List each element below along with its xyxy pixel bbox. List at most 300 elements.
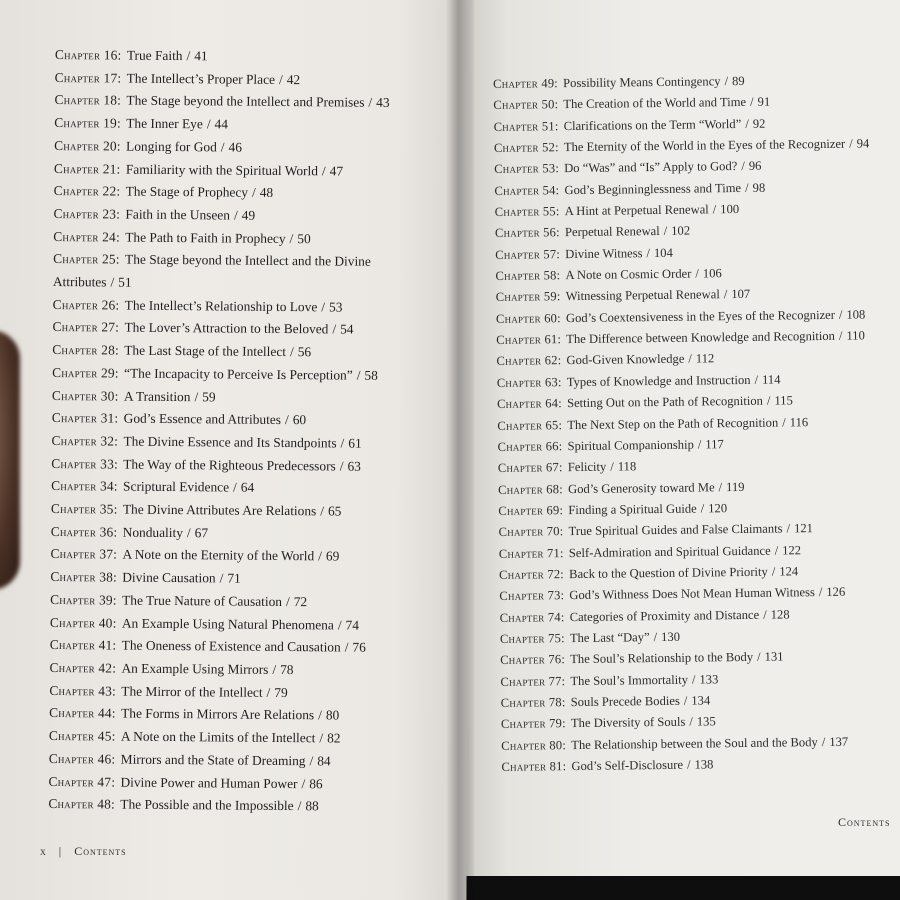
page-number: 67 <box>194 525 209 541</box>
chapter-label: Chapter 78: <box>500 695 566 710</box>
page-separator: / <box>766 393 771 408</box>
chapter-label: Chapter 80: <box>501 737 567 753</box>
page-number: 92 <box>752 116 766 131</box>
chapter-label: Chapter 51: <box>493 118 559 134</box>
page-separator: / <box>284 412 289 428</box>
chapter-label: Chapter 33: <box>51 455 118 472</box>
chapter-label: Chapter 42: <box>49 659 117 676</box>
page-separator: / <box>339 458 344 474</box>
chapter-title: Nonduality <box>122 524 184 540</box>
chapter-label: Chapter 73: <box>499 588 565 604</box>
page-number: 116 <box>789 414 809 429</box>
chapter-title: The Soul’s Relationship to the Body <box>570 650 754 667</box>
page-number: 89 <box>731 73 745 89</box>
page-number: 58 <box>364 367 378 383</box>
left-toc-list <box>48 44 445 819</box>
page-number: 79 <box>274 684 288 700</box>
page-separator: / <box>838 328 843 343</box>
page-number: 107 <box>731 287 751 302</box>
page-number: 126 <box>826 584 846 600</box>
page-separator: / <box>309 753 314 769</box>
page-number: 112 <box>695 351 715 367</box>
chapter-label: Chapter 46: <box>48 750 116 767</box>
chapter-title: The Difference between Knowledge and Recognition <box>566 328 835 347</box>
page-number: 86 <box>309 775 323 791</box>
chapter-label: Chapter 69: <box>498 503 564 518</box>
page-separator: / <box>233 207 238 223</box>
chapter-title: Felicity <box>567 459 607 475</box>
toc-entry <box>51 453 441 479</box>
chapter-title: Mirrors and the State of Dreaming <box>120 751 306 769</box>
page-separator: / <box>321 162 326 178</box>
toc-entry <box>49 680 439 706</box>
left-page-footer <box>40 844 127 859</box>
page-separator: / <box>818 585 823 600</box>
page-number: 72 <box>293 593 308 610</box>
chapter-label: Chapter 25: <box>53 251 120 267</box>
page-number: 138 <box>694 757 714 772</box>
page-number: 119 <box>726 479 745 494</box>
chapter-label: Chapter 21: <box>53 160 121 177</box>
chapter-title: The Inner Eye <box>126 115 203 132</box>
chapter-label: Chapter 53: <box>494 161 560 177</box>
chapter-title: A Note on the Limits of the Intellect <box>120 728 316 746</box>
chapter-label: Chapter 31: <box>51 410 119 426</box>
chapter-label: Chapter 61: <box>496 332 562 348</box>
chapter-title: The Relationship between the Soul and the Body <box>571 734 818 752</box>
chapter-title: Types of Knowledge and Instruction <box>566 372 751 389</box>
chapter-label: Chapter 74: <box>499 609 565 625</box>
page-number: 130 <box>661 629 681 644</box>
chapter-label: Chapter 66: <box>497 439 563 454</box>
page-separator: / <box>849 136 853 151</box>
chapter-title: The Forms in Mirrors Are Relations <box>121 705 315 723</box>
page-separator: / <box>757 650 761 665</box>
chapter-label: Chapter 65: <box>497 417 563 433</box>
page-number: x <box>40 844 47 858</box>
chapter-title: Divine Causation <box>122 569 216 586</box>
right-page-footer <box>838 815 890 830</box>
chapter-title: Possibility Means Contingency <box>563 74 721 91</box>
chapter-title: Souls Precede Bodies <box>570 693 680 710</box>
chapter-title: “The Incapacity to Perceive Is Perception” <box>124 365 353 383</box>
page-number: 64 <box>240 479 255 496</box>
chapter-label: Chapter 29: <box>52 364 119 381</box>
chapter-title: The Lover’s Attraction to the Beloved <box>124 320 329 337</box>
page-separator: / <box>786 521 791 536</box>
chapter-label: Chapter 41: <box>49 637 117 653</box>
page-number: 48 <box>259 185 274 201</box>
chapter-label: Chapter 17: <box>54 69 122 86</box>
page-number: 128 <box>770 607 790 622</box>
page-separator: / <box>186 524 191 540</box>
chapter-label: Chapter 81: <box>501 759 567 774</box>
chapter-title: A Transition <box>123 388 191 404</box>
running-head: Contents <box>74 844 127 858</box>
page-number: 46 <box>228 139 243 155</box>
page-separator: / <box>723 287 728 302</box>
page-separator: / <box>663 224 668 239</box>
toc-entry <box>49 725 439 751</box>
chapter-label: Chapter 40: <box>49 614 117 631</box>
chapter-title: A Note on Cosmic Order <box>565 266 692 283</box>
chapter-title: The Last “Day” <box>569 630 650 646</box>
chapter-label: Chapter 56: <box>494 225 560 241</box>
chapter-title: The Way of the Righteous Predecessors <box>123 456 336 474</box>
page-separator: / <box>689 714 693 729</box>
chapter-label: Chapter 70: <box>498 524 564 540</box>
page-separator: / <box>320 503 325 519</box>
page-separator: / <box>745 116 749 131</box>
chapter-label: Chapter 54: <box>494 182 560 198</box>
chapter-label: Chapter 76: <box>500 652 566 668</box>
chapter-title: The True Nature of Causation <box>122 592 283 609</box>
page-number: 131 <box>764 649 784 665</box>
chapter-title: Divine Witness <box>565 245 643 261</box>
chapter-label: Chapter 36: <box>50 523 118 540</box>
chapter-title: God’s Self-Disclosure <box>571 757 684 774</box>
page-number: 71 <box>227 570 241 586</box>
chapter-title: A Hint at Perpetual Renewal <box>564 202 709 219</box>
chapter-label: Chapter 26: <box>52 296 120 313</box>
chapter-label: Chapter 79: <box>500 716 566 732</box>
chapter-title: God-Given Knowledge <box>566 352 685 368</box>
page-separator: / <box>771 564 776 579</box>
running-head: Contents <box>838 815 891 829</box>
chapter-title: Scriptural Evidence <box>123 478 230 495</box>
chapter-title: The Intellect’s Relationship to Love <box>124 297 318 315</box>
toc-entry <box>50 589 440 615</box>
page-separator: / <box>220 139 225 155</box>
page-number: 82 <box>327 730 341 746</box>
page-separator: / <box>194 388 199 404</box>
page-separator: / <box>712 202 717 217</box>
chapter-title: The Divine Essence and Its Standpoints <box>123 433 337 451</box>
toc-entry <box>49 657 439 683</box>
chapter-label: Chapter 59: <box>495 289 561 305</box>
chapter-label: Chapter 49: <box>493 76 559 91</box>
chapter-label: Chapter 19: <box>54 115 121 131</box>
page-number: 102 <box>671 224 691 239</box>
toc-entry <box>52 316 442 342</box>
chapter-label: Chapter 62: <box>496 353 562 369</box>
page-number: 74 <box>345 617 360 633</box>
page-separator: / <box>289 344 294 360</box>
chapter-label: Chapter 52: <box>493 140 559 156</box>
chapter-title: The Possible and the Impossible <box>120 796 294 814</box>
page-number: 41 <box>194 48 208 64</box>
chapter-label: Chapter 28: <box>52 342 119 358</box>
page-number: 115 <box>774 393 793 408</box>
page-number: 121 <box>793 521 814 536</box>
toc-entry <box>50 612 440 638</box>
chapter-title: The Creation of the World and Time <box>563 95 747 112</box>
toc-entry <box>54 180 444 206</box>
right-toc-list <box>493 69 900 778</box>
chapter-title: The Last Stage of the Intellect <box>124 342 287 360</box>
page-separator: / <box>356 367 361 383</box>
chapter-label: Chapter 75: <box>499 631 565 646</box>
chapter-title: The Oneness of Existence and Causation <box>121 637 341 655</box>
chapter-label: Chapter 24: <box>53 228 120 245</box>
toc-entry <box>52 339 442 365</box>
chapter-title: Finding a Spiritual Guide <box>568 501 697 517</box>
chapter-title: Perpetual Renewal <box>564 224 660 240</box>
page-number: 137 <box>829 734 849 749</box>
page-number: 65 <box>327 503 342 519</box>
chapter-label: Chapter 16: <box>54 46 122 63</box>
page-number: 78 <box>280 661 294 678</box>
chapter-title: Faith in the Unseen <box>125 206 231 223</box>
page-number: 69 <box>325 548 340 564</box>
chapter-label: Chapter 48: <box>48 796 116 812</box>
page-number: 133 <box>699 671 719 687</box>
chapter-title: God’s Withness Does Not Mean Human Witness <box>569 585 815 603</box>
toc-entry <box>54 135 444 161</box>
page-number: 106 <box>702 266 722 281</box>
toc-entry <box>53 248 443 297</box>
chapter-title: God’s Essence and Attributes <box>123 410 282 428</box>
chapter-title: True Spiritual Guides and False Claimants <box>568 521 783 539</box>
chapter-label: Chapter 27: <box>52 319 120 336</box>
chapter-label: Chapter 57: <box>495 246 561 262</box>
page-number: 117 <box>705 437 724 452</box>
page-number: 44 <box>214 116 229 132</box>
page-separator: / <box>318 707 322 723</box>
page-separator: / <box>251 184 256 200</box>
page-number: 124 <box>779 564 799 579</box>
page-separator: / <box>266 684 271 700</box>
page-number: 54 <box>340 321 354 338</box>
chapter-label: Chapter 37: <box>50 546 118 563</box>
chapter-title: Divine Power and Human Power <box>120 774 298 791</box>
page-number: 63 <box>347 458 361 474</box>
chapter-title: Clarifications on the Term “World” <box>563 116 742 133</box>
page-separator: / <box>206 116 211 132</box>
chapter-title: An Example Using Mirrors <box>121 660 269 677</box>
toc-entry <box>54 112 444 138</box>
chapter-title: Witnessing Perpetual Renewal <box>565 287 720 304</box>
toc-entry <box>55 67 445 93</box>
page-separator: / <box>754 372 759 387</box>
page-separator: / <box>232 479 237 495</box>
chapter-title: An Example Using Natural Phenomena <box>121 615 334 633</box>
page-separator: / <box>688 352 692 367</box>
chapter-label: Chapter 72: <box>499 567 565 582</box>
page-separator: / <box>321 299 326 315</box>
toc-entry <box>50 566 440 592</box>
chapter-label: Chapter 50: <box>493 97 559 113</box>
toc-entry <box>52 407 442 433</box>
page-number: 50 <box>297 230 311 246</box>
page-separator: / <box>653 629 658 645</box>
page-separator: / <box>368 95 373 111</box>
chapter-label: Chapter 18: <box>54 92 122 108</box>
chapter-title: Back to the Question of Divine Priority <box>569 564 768 582</box>
chapter-title: Categories of Proximity and Distance <box>569 607 760 624</box>
footer-separator: | <box>58 844 63 858</box>
page-number: 135 <box>696 714 716 729</box>
toc-entry <box>51 430 441 456</box>
chapter-title: The Next Step on the Path of Recognition <box>567 415 779 432</box>
chapter-title: Self-Admiration and Spiritual Guidance <box>568 543 771 560</box>
toc-entry <box>51 498 441 524</box>
toc-entry <box>53 294 443 320</box>
chapter-label: Chapter 60: <box>495 310 561 326</box>
toc-entry <box>49 748 439 774</box>
page-number: 94 <box>856 136 870 151</box>
toc-entry <box>50 543 440 569</box>
chapter-title: The Divine Attributes Are Relations <box>122 501 317 519</box>
chapter-title: The Stage beyond the Intellect and the Divine Attributes <box>52 251 371 290</box>
chapter-title: A Note on the Eternity of the World <box>122 547 315 564</box>
chapter-label: Chapter 22: <box>53 183 121 199</box>
chapter-label: Chapter 47: <box>48 773 116 790</box>
chapter-label: Chapter 55: <box>494 204 560 220</box>
page-separator: / <box>774 543 779 558</box>
page-number: 118 <box>617 459 637 474</box>
chapter-label: Chapter 44: <box>49 705 116 721</box>
page-separator: / <box>691 672 696 687</box>
chapter-label: Chapter 34: <box>51 478 118 494</box>
page-number: 47 <box>329 162 344 179</box>
page-number: 60 <box>292 412 307 428</box>
chapter-title: The Diversity of Souls <box>570 715 686 731</box>
chapter-label: Chapter 63: <box>496 374 562 390</box>
page-separator: / <box>782 414 786 429</box>
toc-entry <box>50 634 440 660</box>
chapter-title: Spiritual Companionship <box>567 437 694 453</box>
page-number: 61 <box>348 435 362 451</box>
page-separator: / <box>750 95 754 110</box>
chapter-title: The Eternity of the World in the Eyes of the Recognizer <box>563 136 846 155</box>
page-separator: / <box>272 661 277 677</box>
toc-entry <box>51 475 441 501</box>
page-separator: / <box>110 274 115 290</box>
chapter-label: Chapter 30: <box>51 387 119 404</box>
toc-entry <box>48 793 438 819</box>
toc-entry <box>53 226 443 252</box>
page-separator: / <box>319 730 324 746</box>
chapter-label: Chapter 38: <box>50 569 118 585</box>
page-separator: / <box>745 180 749 195</box>
chapter-label: Chapter 32: <box>51 432 119 449</box>
chapter-label: Chapter 20: <box>54 137 121 154</box>
page-number: 108 <box>846 307 866 322</box>
chapter-label: Chapter 67: <box>497 460 563 476</box>
chapter-label: Chapter 58: <box>495 268 561 284</box>
toc-entry <box>52 362 442 388</box>
page-separator: / <box>285 593 290 609</box>
toc-entry <box>53 203 443 229</box>
chapter-label: Chapter 45: <box>48 728 116 744</box>
book-spine-shadow <box>446 0 474 900</box>
page-separator: / <box>318 548 322 564</box>
page-number: 59 <box>202 388 216 404</box>
page-number: 42 <box>286 71 301 87</box>
toc-entry <box>52 385 442 411</box>
page-number: 53 <box>328 299 343 315</box>
page-separator: / <box>340 435 345 451</box>
page-separator: / <box>344 639 349 655</box>
chapter-title: The Soul’s Immortality <box>570 672 689 688</box>
page-separator: / <box>686 757 691 772</box>
toc-entry <box>54 89 444 115</box>
chapter-label: Chapter 43: <box>49 682 117 699</box>
page-separator: / <box>646 245 651 260</box>
chapter-title: Familiarity with the Spiritual World <box>125 161 319 178</box>
chapter-title: God’s Beginninglessness and Time <box>564 180 742 197</box>
page-separator: / <box>741 159 745 174</box>
page-separator: / <box>610 459 614 474</box>
chapter-title: Setting Out on the Path of Recognition <box>566 393 763 411</box>
page-number: 43 <box>376 95 390 111</box>
chapter-title: The Mirror of the Intellect <box>121 683 263 700</box>
page-separator: / <box>289 230 294 246</box>
page-separator: / <box>821 734 826 749</box>
page-number: 56 <box>297 344 312 360</box>
page-number: 104 <box>653 245 673 260</box>
page-separator: / <box>219 570 224 586</box>
chapter-label: Chapter 77: <box>500 673 566 689</box>
chapter-title: God’s Generosity toward Me <box>567 479 715 496</box>
toc-entry <box>54 158 444 184</box>
chapter-label: Chapter 71: <box>498 545 564 561</box>
chapter-label: Chapter 68: <box>497 481 564 497</box>
chapter-title: The Stage beyond the Intellect and Premises <box>126 93 365 111</box>
toc-entry <box>49 702 439 728</box>
page-number: 122 <box>782 542 802 558</box>
chapter-label: Chapter 35: <box>50 501 118 517</box>
chapter-title: God’s Coextensiveness in the Eyes of the Recognizer <box>565 307 836 325</box>
page-separator: / <box>332 321 337 337</box>
chapter-label: Chapter 64: <box>496 396 562 412</box>
page-number: 100 <box>720 202 740 217</box>
page-separator: / <box>301 775 306 791</box>
page-number: 134 <box>691 693 711 708</box>
chapter-title: Longing for God <box>126 138 217 155</box>
page-separator: / <box>838 307 843 322</box>
page-number: 76 <box>352 639 366 656</box>
chapter-title: The Stage of Prophecy <box>125 183 249 200</box>
page-number: 80 <box>325 707 340 723</box>
chapter-label: Chapter 23: <box>53 205 121 222</box>
page-separator: / <box>763 607 767 622</box>
page-separator: / <box>695 266 699 281</box>
chapter-label: Chapter 39: <box>50 591 117 608</box>
page-number: 96 <box>748 159 762 174</box>
page-separator: / <box>700 501 705 516</box>
page-number: 110 <box>846 328 865 343</box>
page-number: 114 <box>761 372 781 387</box>
toc-entry <box>48 770 438 796</box>
page-separator: / <box>297 798 302 814</box>
page-separator: / <box>186 48 191 64</box>
chapter-title: The Path to Faith in Prophecy <box>125 229 286 246</box>
page-number: 120 <box>708 501 728 516</box>
page-separator: / <box>724 74 729 89</box>
page-number: 98 <box>752 180 766 195</box>
page-number: 49 <box>241 207 256 223</box>
page-number: 84 <box>317 753 331 769</box>
page-separator: / <box>683 693 688 708</box>
page-separator: / <box>718 479 723 494</box>
chapter-title: True Faith <box>126 47 183 64</box>
toc-entry <box>51 521 441 547</box>
chapter-title: The Intellect’s Proper Place <box>126 70 276 87</box>
page-number: 88 <box>305 798 319 814</box>
page-separator: / <box>697 437 702 452</box>
